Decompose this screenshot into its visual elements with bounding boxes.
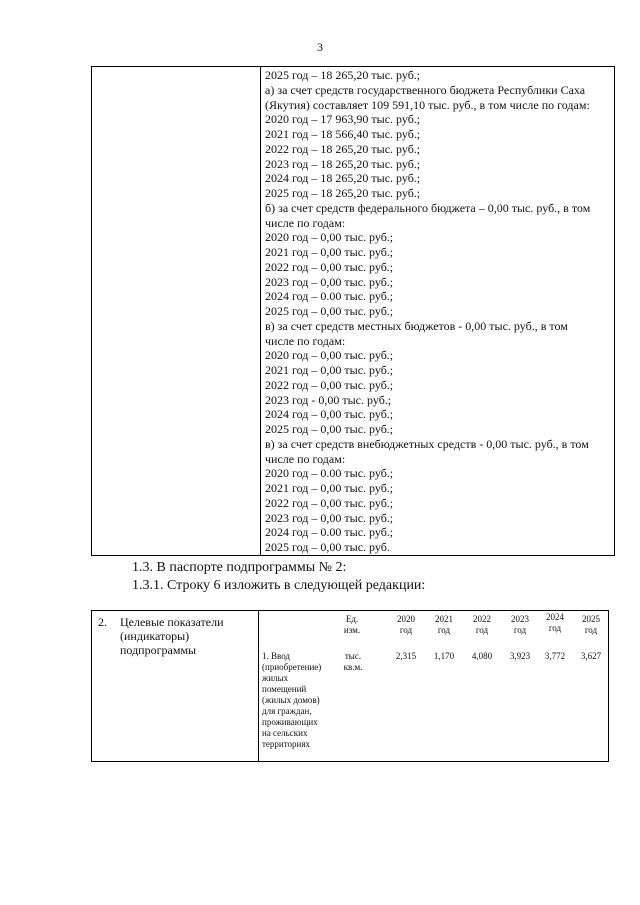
year-header-label: год [584, 625, 598, 635]
row-title-line: Целевые показатели [120, 615, 224, 629]
unit-header [332, 614, 372, 636]
year-header-label: год [548, 623, 562, 633]
text-line: 2021 год – 0,00 тыс. руб.; [265, 363, 394, 377]
year-header-label: 2021 [435, 614, 453, 624]
indicator-line: жилых [262, 673, 289, 683]
paragraph-1-3: 1.3. В паспорте подпрограммы № 2: [132, 560, 347, 575]
unit-header-line: Ед. [345, 614, 359, 624]
text-line: 2020 год – 17 963,90 тыс. руб.; [265, 112, 421, 127]
text-line: б) за счет средств федерального бюджета – 0,00 тыс. руб., в том [265, 200, 591, 215]
text-line: 2024 год – 0.00 тыс. руб.; [265, 289, 394, 304]
text-line: 2025 год – 18 265,20 тыс. руб.; [265, 186, 421, 200]
year-header-2021 [427, 614, 461, 636]
paragraph-1-3-1: 1.3.1. Строку 6 изложить в следующей редакции: [132, 578, 426, 593]
indicator-unit [338, 651, 368, 673]
value-2022: 4,080 [471, 651, 493, 661]
text-line: 2025 год – 0,00 тыс. руб.; [265, 422, 394, 436]
text-line: а) за счет средств государственного бюджета Республики Саха [265, 82, 586, 97]
unit-line: тыс. [344, 651, 362, 661]
year-header-label: год [399, 625, 413, 635]
year-header-label: 2020 [397, 614, 415, 624]
text-line: 2022 год – 0,00 тыс. руб.; [265, 495, 394, 510]
row-title [120, 615, 250, 657]
column-divider [260, 67, 261, 555]
indicator-line: на сельских [262, 728, 308, 738]
row-number: 2. [98, 615, 107, 629]
year-header-2020 [389, 614, 423, 636]
year-header-2022 [465, 614, 499, 636]
text-line: 2021 год – 18 566,40 тыс. руб.; [265, 127, 421, 141]
year-header-label: год [437, 625, 451, 635]
text-line: 2020 год – 0,00 тыс. руб.; [265, 230, 394, 245]
row-title-line: подпрограммы [120, 643, 197, 657]
unit-header-line: изм. [343, 625, 361, 635]
value-2024: 3,772 [544, 651, 566, 661]
year-header-2025 [574, 614, 608, 636]
text-line: 2023 год – 18 265,20 тыс. руб.; [265, 156, 421, 171]
financing-text [265, 68, 612, 555]
year-header-label: 2025 [582, 614, 600, 624]
text-line: 2022 год – 18 265,20 тыс. руб.; [265, 141, 421, 156]
text-line: 2025 год – 0,00 тыс. руб.; [265, 304, 394, 318]
text-line: 2024 год – 0.00 тыс. руб.; [265, 525, 394, 540]
text-line: 2022 год – 0,00 тыс. руб.; [265, 377, 394, 392]
row-title-line: (индикаторы) [120, 629, 190, 643]
text-line: 2022 год – 0,00 тыс. руб.; [265, 259, 394, 274]
value-2023: 3,923 [509, 651, 531, 661]
text-line: 2025 год – 18 265,20 тыс. руб.; [265, 68, 421, 82]
indicator-line: (жилых домов) [262, 695, 320, 705]
value-2025: 3,627 [580, 651, 602, 661]
column-divider [258, 611, 259, 761]
indicator-line: территориях [262, 739, 311, 749]
text-line: числе по годам: [265, 451, 346, 466]
text-line: (Якутия) составляет 109 591,10 тыс. руб., в том числе по годам: [265, 97, 590, 112]
text-line: в) за счет средств внебюджетных средств - 0,00 тыс. руб., в том [265, 436, 589, 451]
indicator-line: 1. Ввод [262, 651, 291, 661]
year-header-2024 [538, 612, 572, 634]
year-header-label: 2022 [473, 614, 491, 624]
text-line: числе по годам: [265, 333, 346, 348]
year-header-label: 2023 [511, 614, 529, 624]
text-line: в) за счет средств местных бюджетов - 0,00 тыс. руб., в том [265, 318, 568, 333]
text-line: числе по годам: [265, 215, 346, 230]
financing-table [91, 66, 615, 556]
text-line: 2023 год – 0,00 тыс. руб.; [265, 274, 394, 289]
indicator-line: проживающих [262, 717, 318, 727]
value-2021: 1,170 [433, 651, 455, 661]
text-line: 2021 год – 0,00 тыс. руб.; [265, 245, 394, 259]
indicators-table [91, 610, 609, 762]
indicator-name [262, 651, 321, 750]
unit-line: кв.м. [343, 662, 363, 672]
indicator-line: (приобретение) [262, 662, 322, 672]
year-header-label: год [475, 625, 489, 635]
year-header-label: 2024 [546, 612, 564, 622]
text-line: 2023 год – 0,00 тыс. руб.; [265, 510, 394, 525]
indicator-line: помещений [262, 684, 307, 694]
indicator-line: для граждан, [262, 706, 312, 716]
text-line: 2021 год – 0,00 тыс. руб.; [265, 481, 394, 495]
value-2020: 2,315 [395, 651, 417, 661]
text-line: 2024 год – 0,00 тыс. руб.; [265, 407, 394, 422]
text-line: 2020 год – 0.00 тыс. руб.; [265, 466, 394, 481]
text-line: 2023 год - 0,00 тыс. руб.; [265, 392, 392, 407]
page-number: 3 [317, 40, 323, 54]
text-line: 2020 год – 0,00 тыс. руб.; [265, 348, 394, 363]
text-line: 2024 год – 18 265,20 тыс. руб.; [265, 171, 421, 186]
text-line: 2025 год – 0,00 тыс. руб. [265, 540, 390, 554]
year-header-label: год [513, 625, 527, 635]
year-header-2023 [503, 614, 537, 636]
